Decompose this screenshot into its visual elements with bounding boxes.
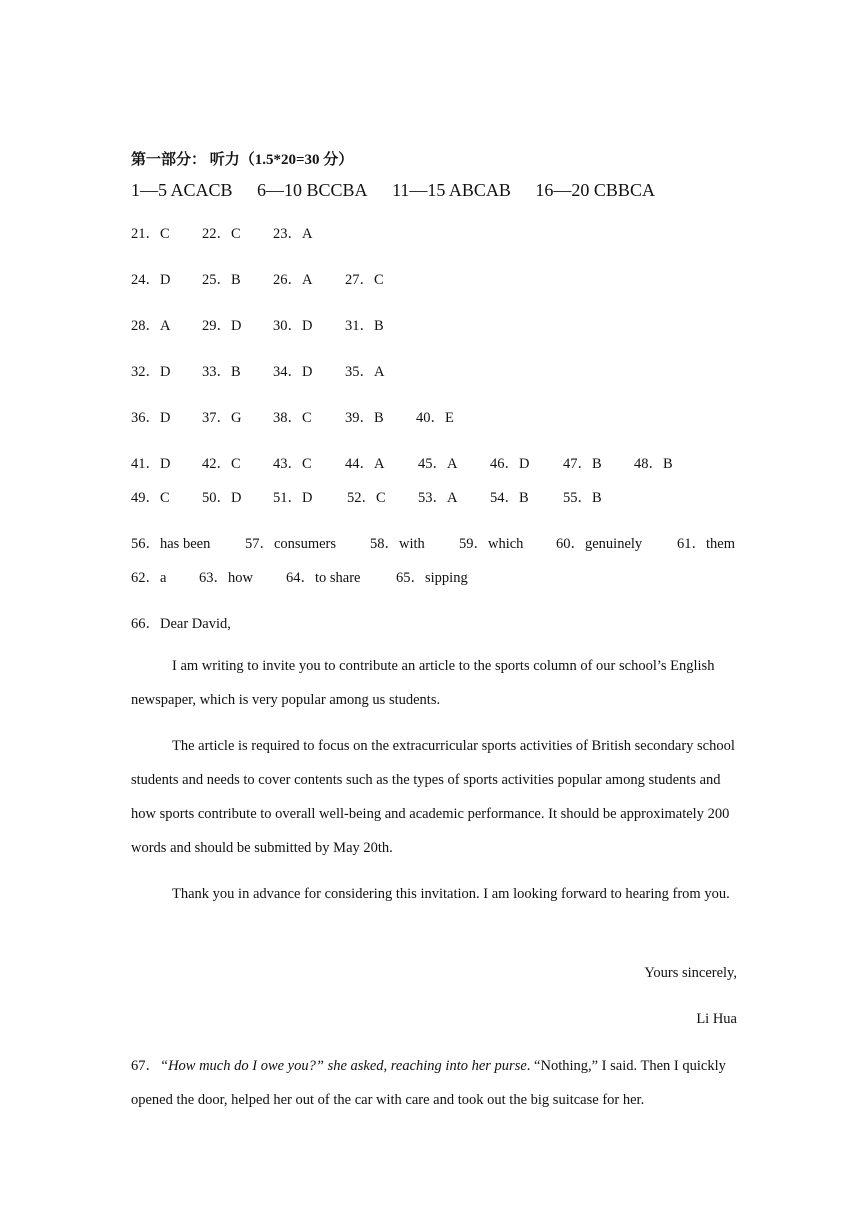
answer-23: 23．A	[273, 226, 313, 242]
answer-32: 32．D	[131, 364, 171, 380]
letter-paragraph-1: I am writing to invite you to contribute an article to the sports column of our school’s English newspaper, which is very popular among us students.	[131, 658, 715, 708]
answer-55: 55．B	[563, 490, 602, 506]
answer-43: 43．C	[273, 456, 312, 472]
question-67-text	[131, 1049, 737, 1117]
answer-65: 65．sipping	[396, 570, 468, 586]
answer-60: 60．genuinely	[556, 536, 643, 552]
letter-paragraph-2: The article is required to focus on the extracurricular sports activities of British secondary school students and needs to cover contents such as the types of sports activities popular among students and how sports contribute to overall well-being and academic performance. It should be approximately 200 words and should be submitted by May 20th.	[131, 738, 735, 856]
answer-25: 25．B	[202, 272, 241, 288]
answer-52: 52．C	[347, 490, 386, 506]
answer-61: 61．them	[677, 536, 735, 552]
answer-27: 27．C	[345, 272, 384, 288]
letter-closing: Yours sincerely,	[644, 965, 737, 981]
answer-22: 22．C	[202, 226, 241, 242]
answer-41: 41．D	[131, 456, 171, 472]
answer-38: 38．C	[273, 410, 312, 426]
answer-49: 49．C	[131, 490, 170, 506]
answer-33: 33．B	[202, 364, 241, 380]
letter-signature: Li Hua	[696, 1011, 737, 1027]
answer-54: 54．B	[490, 490, 529, 506]
q67-number: 67．	[131, 1058, 160, 1074]
answer-39: 39．B	[345, 410, 384, 426]
answer-50: 50．D	[202, 490, 242, 506]
answer-34: 34．D	[273, 364, 313, 380]
answer-42: 42．C	[202, 456, 241, 472]
answer-47: 47．B	[563, 456, 602, 472]
answer-57: 57．consumers	[245, 536, 337, 552]
answer-44: 44．A	[345, 456, 385, 472]
answer-59: 59．which	[459, 536, 524, 552]
listening-answers	[131, 180, 655, 201]
answer-29: 29．D	[202, 318, 242, 334]
answer-56: 56．has been	[131, 536, 211, 552]
listening-group-2: 6—10 BCCBA	[257, 180, 368, 200]
section-heading: 第一部分： 听力（1.5*20=30 分）	[131, 152, 354, 168]
answer-64: 64．to share	[286, 570, 361, 586]
answer-36: 36．D	[131, 410, 171, 426]
answer-58: 58．with	[370, 536, 425, 552]
listening-group-1: 1—5 ACACB	[131, 180, 233, 200]
answer-46: 46．D	[490, 456, 530, 472]
answer-28: 28．A	[131, 318, 171, 334]
listening-group-4: 16—20 CBBCA	[535, 180, 655, 200]
letter-salutation: 66．Dear David,	[131, 616, 231, 632]
answer-51: 51．D	[273, 490, 313, 506]
q67-quote: “How much do I owe you?”	[160, 1058, 324, 1074]
answer-48: 48．B	[634, 456, 673, 472]
answer-21: 21．C	[131, 226, 170, 242]
q67-italic-rest: she asked, reaching into her purse	[323, 1058, 527, 1074]
answer-37: 37．G	[202, 410, 242, 426]
answer-31: 31．B	[345, 318, 384, 334]
listening-group-3: 11—15 ABCAB	[392, 180, 511, 200]
answer-53: 53．A	[418, 490, 458, 506]
answer-40: 40．E	[416, 410, 454, 426]
answer-35: 35．A	[345, 364, 385, 380]
answer-63: 63．how	[199, 570, 253, 586]
answer-62: 62．a	[131, 570, 167, 586]
q67-rest: . “Nothing,” I said. Then I quickly opened the door, helped her out of the car with care and took out the big suitcase for her.	[131, 1058, 726, 1108]
answer-26: 26．A	[273, 272, 313, 288]
answer-24: 24．D	[131, 272, 171, 288]
answer-30: 30．D	[273, 318, 313, 334]
answer-45: 45．A	[418, 456, 458, 472]
letter-paragraph-3: Thank you in advance for considering this invitation. I am looking forward to hearing from you.	[172, 886, 730, 902]
